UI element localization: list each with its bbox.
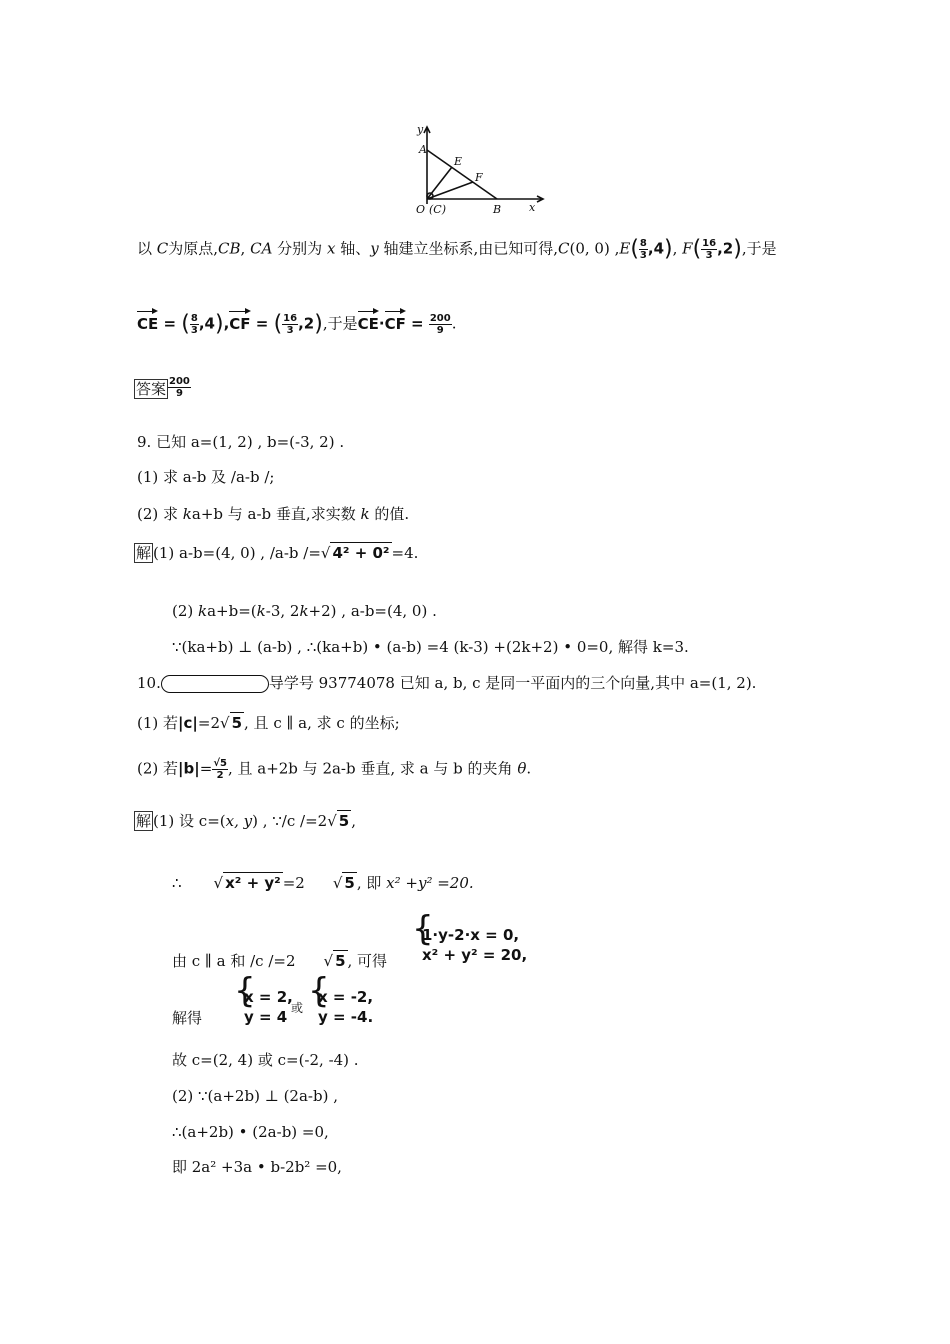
fraction: $\frac{√5}{2}$ xyxy=(213,758,227,781)
var-k: k xyxy=(360,505,370,523)
q9-solution-3: ∵(ka+b) ⊥ (a-b) , ∴(ka+b) • (a-b) =4 (k-3) +(2k+2) • 0=0, 解得 k=3. xyxy=(172,638,689,656)
q10-solution-6: (2) ∵(a+2b) ⊥ (2a-b) , xyxy=(172,1087,338,1105)
q9-part1: (1) 求 a-b 及 /a-b /; xyxy=(137,468,275,486)
text: (0, 0) , xyxy=(569,239,620,258)
var-k: k xyxy=(299,602,309,620)
solution-label: 解 xyxy=(136,544,152,562)
var-CB: CB xyxy=(218,239,241,258)
text: . xyxy=(451,314,457,333)
q10-solution-5: 故 c=(2, 4) 或 c=(-2, -4) . xyxy=(172,1051,359,1069)
coordinate-figure xyxy=(405,120,550,220)
text: +2) , a-b=(4, 0) . xyxy=(308,602,437,620)
text: (1) 若 xyxy=(137,714,179,732)
fraction-F-x: $\frac{16}{3}$ xyxy=(702,238,717,261)
text: 分别为 xyxy=(272,239,327,258)
var-xy: x, y xyxy=(225,812,253,830)
var-theta: θ xyxy=(517,759,527,778)
label-B: B xyxy=(493,203,502,216)
text: , 且 c ∥ a, 求 c 的坐标; xyxy=(244,714,400,732)
text: 轴建立坐标系,由已知可得, xyxy=(378,239,558,258)
solution-system-2: { x = -2, y = -4. xyxy=(308,971,374,1026)
text: a+b 与 a-b 垂直,求实数 xyxy=(191,505,361,523)
label-F: F xyxy=(475,171,483,184)
abs-c: |c| xyxy=(178,714,198,732)
label-A: A xyxy=(419,143,427,156)
var-y: y xyxy=(370,239,379,258)
var-C: C xyxy=(558,239,570,258)
equation-2: x² + y² = 20, xyxy=(422,946,528,964)
vector-CF: CF xyxy=(384,314,406,333)
text: (1) 设 c=( xyxy=(153,812,226,830)
text: 轴、 xyxy=(335,239,371,258)
label-O: O xyxy=(416,203,426,216)
radicand: 5 xyxy=(338,812,350,830)
vector-CE: CE xyxy=(137,314,159,333)
q10-solution-1: 解 (1) 设 c=(x, y) , ∵/c /=2√ 5 , xyxy=(136,812,356,830)
text: =2 xyxy=(282,874,305,892)
equation-2: y = 4 xyxy=(244,1008,288,1026)
radicand: x² + y² xyxy=(225,874,281,892)
var-k: k xyxy=(198,602,208,620)
text: -3, 2 xyxy=(265,602,300,620)
answer-fraction: $\frac{200}{9}$ xyxy=(169,376,190,399)
text: (2) 求 xyxy=(137,505,183,523)
system-of-equations: { 1·y-2·x = 0, x² + y² = 20, xyxy=(412,909,528,964)
radicand: 5 xyxy=(344,874,355,892)
dot: · xyxy=(378,314,385,333)
solution-label: 解 xyxy=(136,812,152,830)
var-E: E xyxy=(619,239,631,258)
text: ,2 xyxy=(298,314,315,333)
text: ,于是 xyxy=(741,239,777,258)
label-x: x xyxy=(529,201,536,214)
vector-CF: CF xyxy=(229,314,251,333)
equation-1: 1·y-2·x = 0, xyxy=(422,926,520,944)
radicand: 5 xyxy=(335,952,346,970)
var-x: x xyxy=(326,239,336,258)
q9-solution-1: 解 (1) a-b=(4, 0) , /a-b /=√ 4² + 0² =4. xyxy=(136,544,419,562)
solution-8-line-1: 以 C为原点,CB, CA 分别为 x 轴、y 轴建立坐标系,由已知可得,C(0, 0) ,E( $\frac{8}{3}$ ,4), F( $\frac{16}{3}$ ,2),于是 xyxy=(137,236,777,262)
q10-part2 xyxy=(137,758,531,781)
solution-8-line-2: CE = ( $\frac{8}{3}$ ,4),CF = ( $\frac{16}{3}$ ,2),于是CE·CF = $\frac{200}{9}$ . xyxy=(137,311,457,337)
abs-b: |b| xyxy=(178,759,200,778)
var-k: k xyxy=(256,602,266,620)
var-C: C xyxy=(156,239,169,258)
text: , xyxy=(240,239,251,258)
q9-stem: 9. 已知 a=(1, 2) , b=(-3, 2) . xyxy=(137,433,345,451)
q10-solution-2: ∴ √ x² + y² =2 √ 5 , 即 x² +y² =20. xyxy=(172,874,474,892)
q10-solution-3: 由 c ∥ a 和 /c /=2 √ 5 , 可得 xyxy=(172,952,388,970)
text: ,于是 xyxy=(322,314,358,333)
var-k: k xyxy=(182,505,192,523)
q9-solution-2 xyxy=(172,601,437,621)
text: =2 xyxy=(197,714,221,732)
fraction-E-x: $\frac{8}{3}$ xyxy=(639,238,647,261)
text: 由 c ∥ a 和 /c /=2 xyxy=(172,952,296,970)
text: (1) a-b=(4, 0) , /a-b /= xyxy=(153,544,321,562)
text: , 可得 xyxy=(347,952,388,970)
fraction-result: $\frac{200}{9}$ xyxy=(429,313,451,336)
equation: x² +y² =20. xyxy=(386,874,474,892)
text: , 且 a+2b 与 2a-b 垂直, 求 a 与 b 的夹角 xyxy=(227,759,518,778)
text: (2) xyxy=(172,602,199,620)
text: . xyxy=(526,759,532,778)
label-E: E xyxy=(454,155,463,168)
label-y: y xyxy=(417,123,424,136)
answer-label: 答案 xyxy=(136,380,167,398)
text: ) , ∵/c /=2 xyxy=(252,812,328,830)
or-text: 或 xyxy=(291,1001,304,1015)
label-C: (C) xyxy=(429,203,446,216)
equation-1: x = -2, xyxy=(318,988,374,1006)
answer-line xyxy=(134,376,191,399)
radicand: 4² + 0² xyxy=(332,544,390,562)
q10-solution-7: ∴(a+2b) • (2a-b) =0, xyxy=(172,1123,329,1141)
text: = xyxy=(199,759,213,778)
fraction: $\frac{8}{3}$ xyxy=(190,313,198,336)
solution-system-1: { x = 2, y = 4 xyxy=(234,971,293,1026)
tag-pill xyxy=(161,675,269,693)
vector-CE: CE xyxy=(357,314,379,333)
q9-part2 xyxy=(137,504,409,524)
equation-1: x = 2, xyxy=(244,988,293,1006)
radicand: 5 xyxy=(231,714,243,732)
text: =4. xyxy=(391,544,419,562)
fraction: $\frac{16}{3}$ xyxy=(283,313,298,336)
text: 为原点, xyxy=(168,239,219,258)
text: , 即 xyxy=(356,874,387,892)
q10-solution-4: 解得 xyxy=(172,1009,203,1027)
text: ,4 xyxy=(198,314,215,333)
var-CA: CA xyxy=(250,239,273,258)
q10-solution-8: 即 2a² +3a • b-2b² =0, xyxy=(172,1158,342,1176)
text: (2) 若 xyxy=(137,759,179,778)
text: a+b=( xyxy=(207,602,257,620)
text: ∴ xyxy=(172,874,182,892)
q10-stem xyxy=(137,673,756,693)
text: 以 xyxy=(137,239,157,258)
text: 导学号 93774078 已知 a, b, c 是同一平面内的三个向量,其中 a=(1, 2). xyxy=(268,674,757,692)
text: ,4 xyxy=(647,239,665,258)
text: , xyxy=(351,812,356,830)
var-F: F xyxy=(682,239,693,258)
text: ,2 xyxy=(717,239,734,258)
question-number: 10. xyxy=(137,674,161,692)
equation-2: y = -4. xyxy=(318,1008,374,1026)
q10-part1: (1) 若|c|=2√ 5 , 且 c ∥ a, 求 c 的坐标; xyxy=(137,714,400,732)
text: 的值. xyxy=(369,505,410,523)
